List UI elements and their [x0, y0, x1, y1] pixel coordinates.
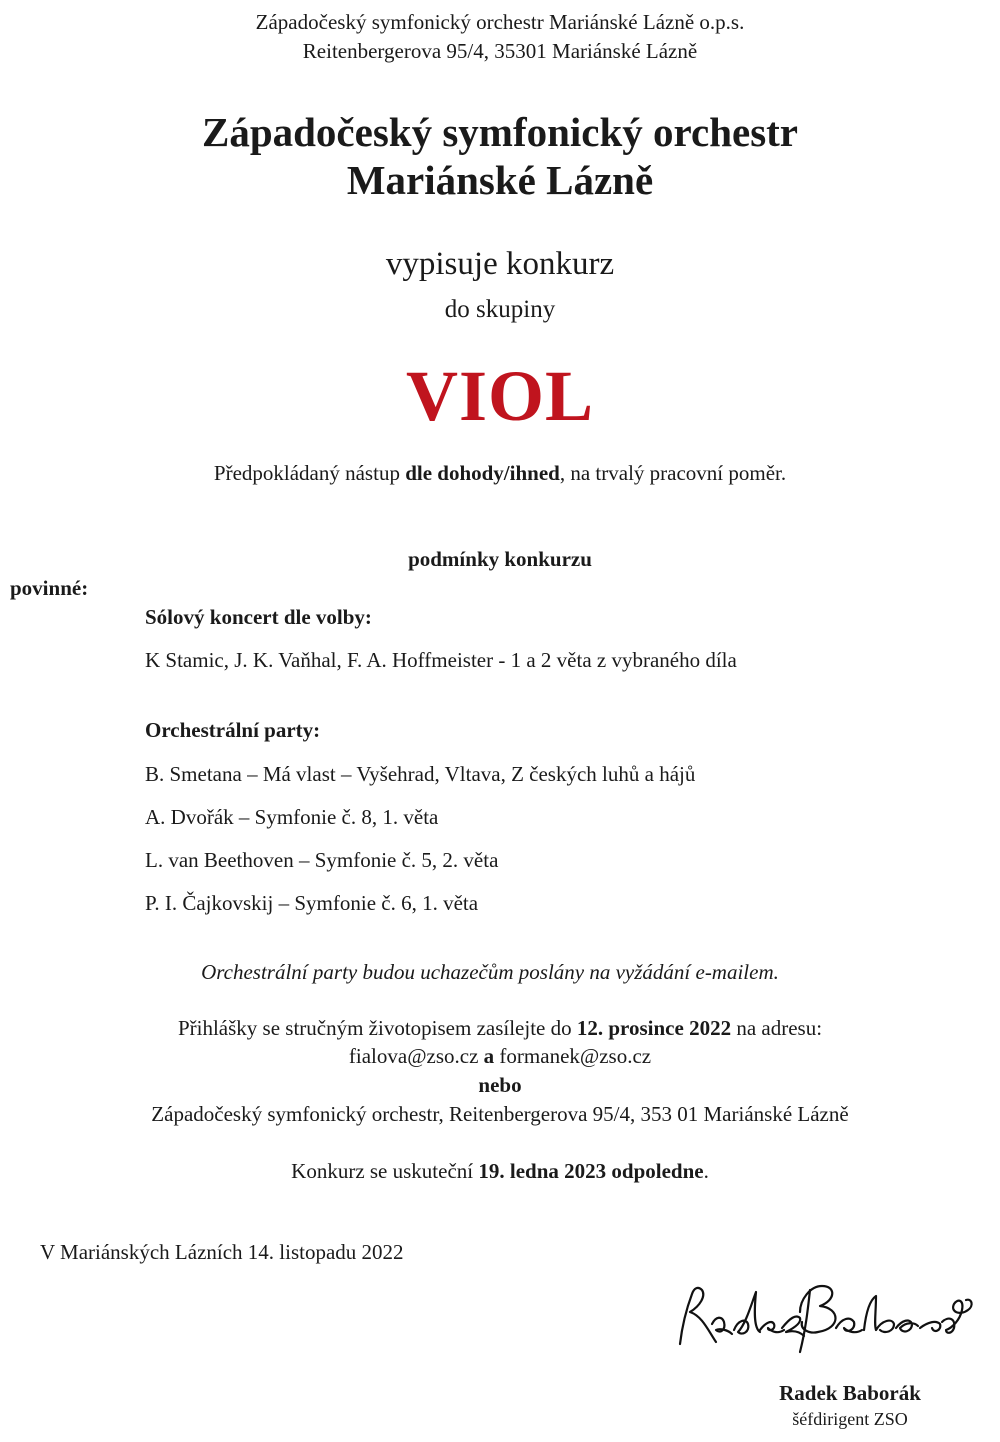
list-item: B. Smetana – Má vlast – Vyšehrad, Vltava, Z českých luhů a hájů: [145, 762, 696, 786]
letterhead: [0, 8, 1000, 66]
place-date: V Mariánských Lázních 14. listopadu 2022: [40, 1240, 404, 1264]
mandatory-label: povinné:: [10, 576, 89, 600]
application-post: na adresu:: [731, 1016, 823, 1040]
application-info: [0, 1016, 1000, 1041]
letterhead-address: Reitenbergerova 95/4, 35301 Mariánské Lázně: [302, 39, 698, 63]
application-pre: Přihlášky se stručným životopisem zasílejte do: [177, 1016, 577, 1040]
instrument-heading: VIOL: [405, 356, 595, 436]
audition-info: [0, 1159, 1000, 1184]
email-and: a: [478, 1044, 500, 1068]
list-item: P. I. Čajkovskij – Symfonie č. 6, 1. věta: [145, 891, 479, 915]
start-post: , na trvalý pracovní poměr.: [559, 461, 787, 485]
application-or: nebo: [478, 1073, 522, 1097]
handwritten-signature: [650, 1272, 980, 1362]
intro-line-1: vypisuje konkurz: [385, 246, 615, 282]
orch-heading: Orchestrální party:: [145, 718, 321, 742]
start-info: [0, 461, 1000, 486]
list-item: L. van Beethoven – Symfonie č. 5, 2. věta: [145, 848, 499, 872]
start-pre: Předpokládaný nástup: [213, 461, 406, 485]
intro-line-2: do skupiny: [444, 296, 556, 323]
parts-note: Orchestrální party budou uchazečům poslány na vyžádání e-mailem.: [201, 960, 779, 984]
audition-date: 19. ledna 2023 odpoledne: [478, 1159, 704, 1183]
audition-pre: Konkurz se uskuteční: [291, 1159, 479, 1183]
title-line-1: Západočeský symfonický orchestr: [201, 109, 799, 155]
signature-drawing: [650, 1272, 980, 1362]
conditions-heading: podmínky konkurzu: [408, 547, 592, 571]
audition-post: .: [703, 1159, 709, 1183]
email-2[interactable]: formanek@zso.cz: [499, 1044, 652, 1068]
solo-text: K Stamic, J. K. Vaňhal, F. A. Hoffmeister - 1 a 2 věta z vybraného díla: [145, 648, 737, 672]
start-bold: dle dohody/ihned: [405, 461, 560, 485]
solo-heading: Sólový koncert dle volby:: [145, 605, 372, 629]
list-item: A. Dvořák – Symfonie č. 8, 1. věta: [145, 805, 439, 829]
title-line-2: Mariánské Lázně: [346, 157, 654, 203]
signatory-role: šéfdirigent ZSO: [792, 1409, 908, 1429]
application-emails: [0, 1044, 1000, 1069]
application-deadline: 12. prosince 2022: [576, 1016, 732, 1040]
application-address: Západočeský symfonický orchestr, Reitenbergerova 95/4, 353 01 Mariánské Lázně: [151, 1102, 849, 1126]
signatory-name: Radek Baborák: [779, 1381, 921, 1405]
email-1[interactable]: fialova@zso.cz: [348, 1044, 479, 1068]
page-title: [0, 108, 1000, 204]
letterhead-org: Západočeský symfonický orchestr Mariánské Lázně o.p.s.: [255, 10, 745, 34]
